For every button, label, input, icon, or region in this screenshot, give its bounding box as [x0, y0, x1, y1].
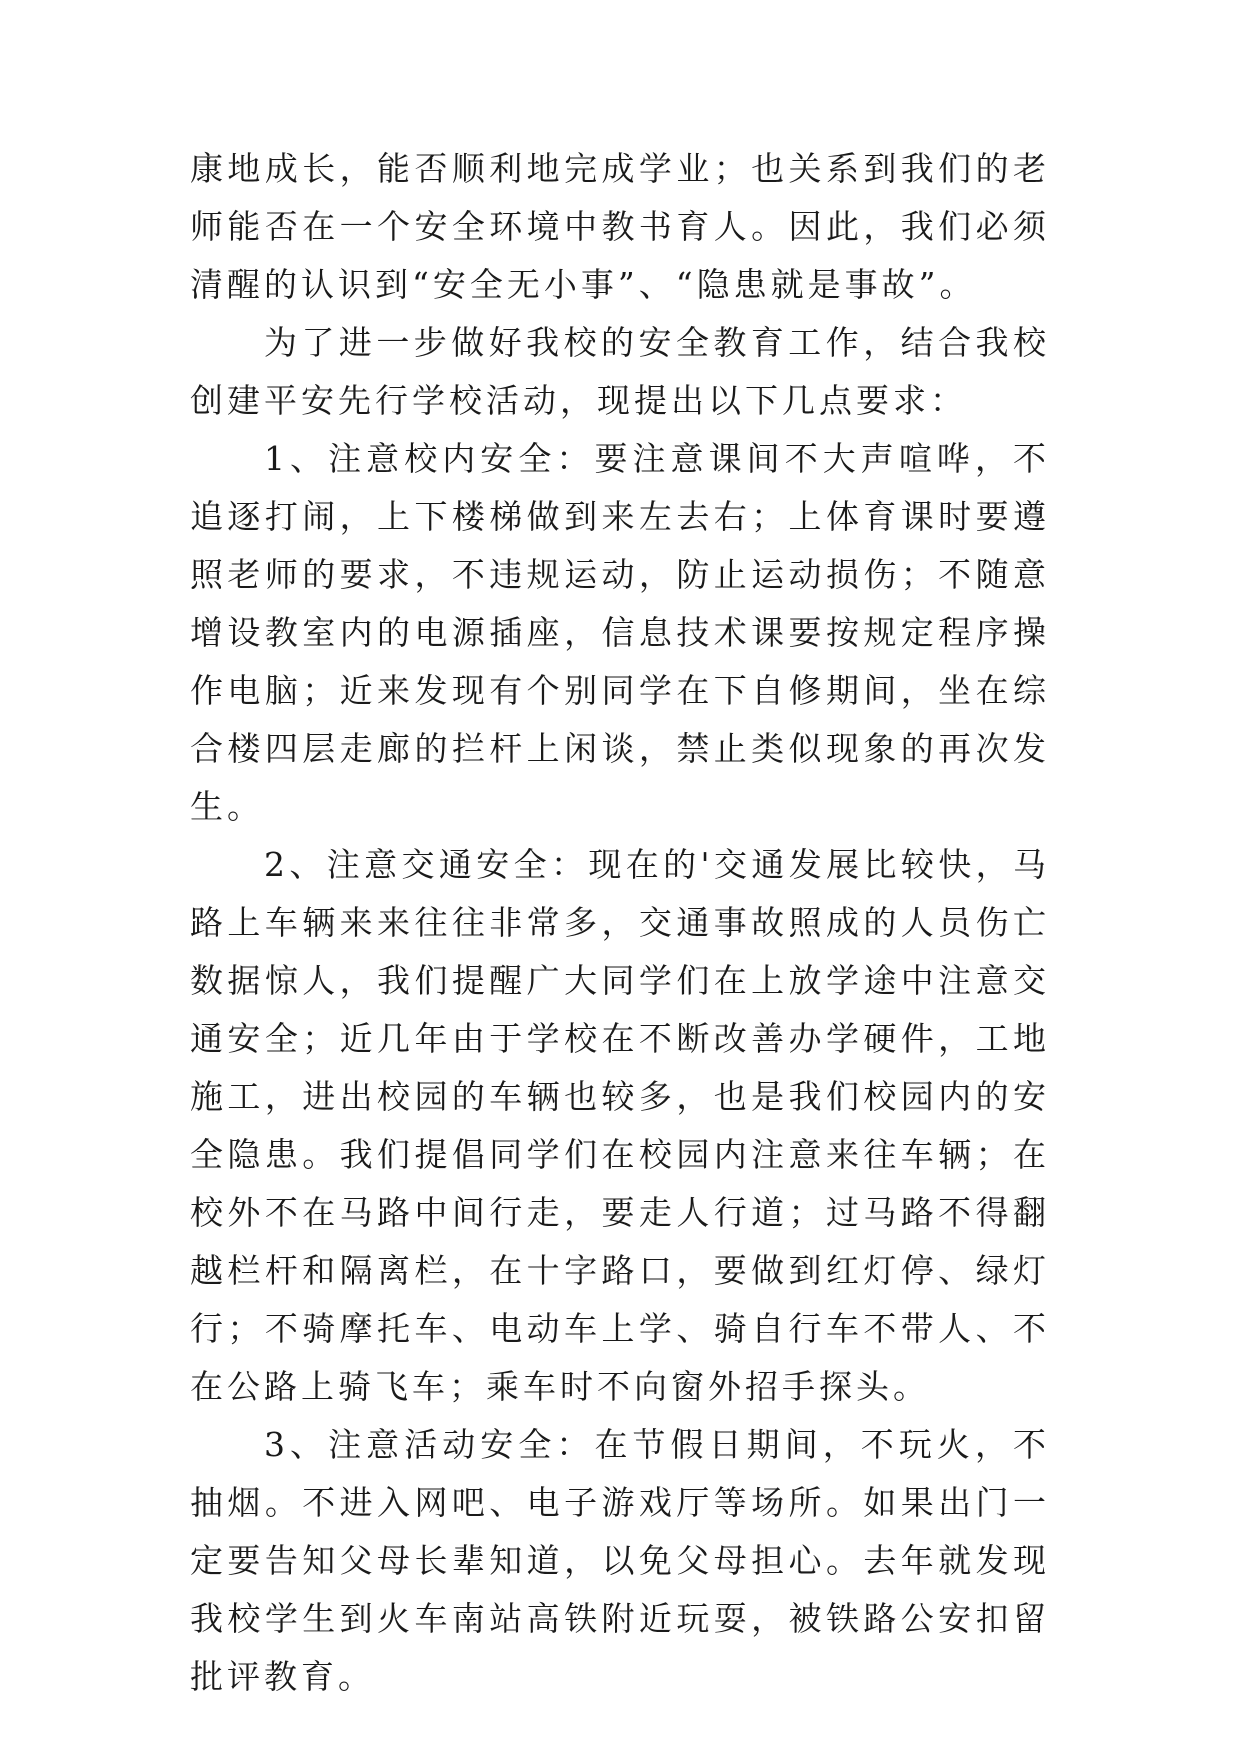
paragraph-continuation: 康地成长，能否顺利地完成学业；也关系到我们的老师能否在一个安全环境中教书育人。因此，我们必须清醒的认识到“安全无小事”、“隐患就是事故”。 [190, 149, 1050, 304]
document-body [190, 140, 1050, 1706]
paragraph-activity-safety: 3、注意活动安全：在节假日期间，不玩火，不抽烟。不进入网吧、电子游戏厅等场所。如果出门一定要告知父母长辈知道，以免父母担心。去年就发现我校学生到火车南站高铁附近玩耍，被铁路公安扣留批评教育。 [190, 1425, 1050, 1696]
paragraph-campus-safety: 1、注意校内安全：要注意课间不大声喧哗，不追逐打闹，上下楼梯做到来左去右；上体育课时要遵照老师的要求，不违规运动，防止运动损伤；不随意增设教室内的电源插座，信息技术课要按规定程序操作电脑；近来发现有个别同学在下自修期间，坐在综合楼四层走廊的拦杆上闲谈，禁止类似现象的再次发生。 [190, 439, 1050, 826]
paragraph-traffic-safety: 2、注意交通安全：现在的'交通发展比较快，马路上车辆来来往往非常多，交通事故照成的人员伤亡数据惊人，我们提醒广大同学们在上放学途中注意交通安全；近几年由于学校在不断改善办学硬件，工地施工，进出校园的车辆也较多，也是我们校园内的安全隐患。我们提倡同学们在校园内注意来往车辆；在校外不在马路中间行走，要走人行道；过马路不得翻越栏杆和隔离栏，在十字路口，要做到红灯停、绿灯行；不骑摩托车、电动车上学、骑自行车不带人、不在公路上骑飞车；乘车时不向窗外招手探头。 [190, 845, 1050, 1406]
paragraph-intro-requirements: 为了进一步做好我校的安全教育工作，结合我校创建平安先行学校活动，现提出以下几点要求： [190, 323, 1050, 420]
